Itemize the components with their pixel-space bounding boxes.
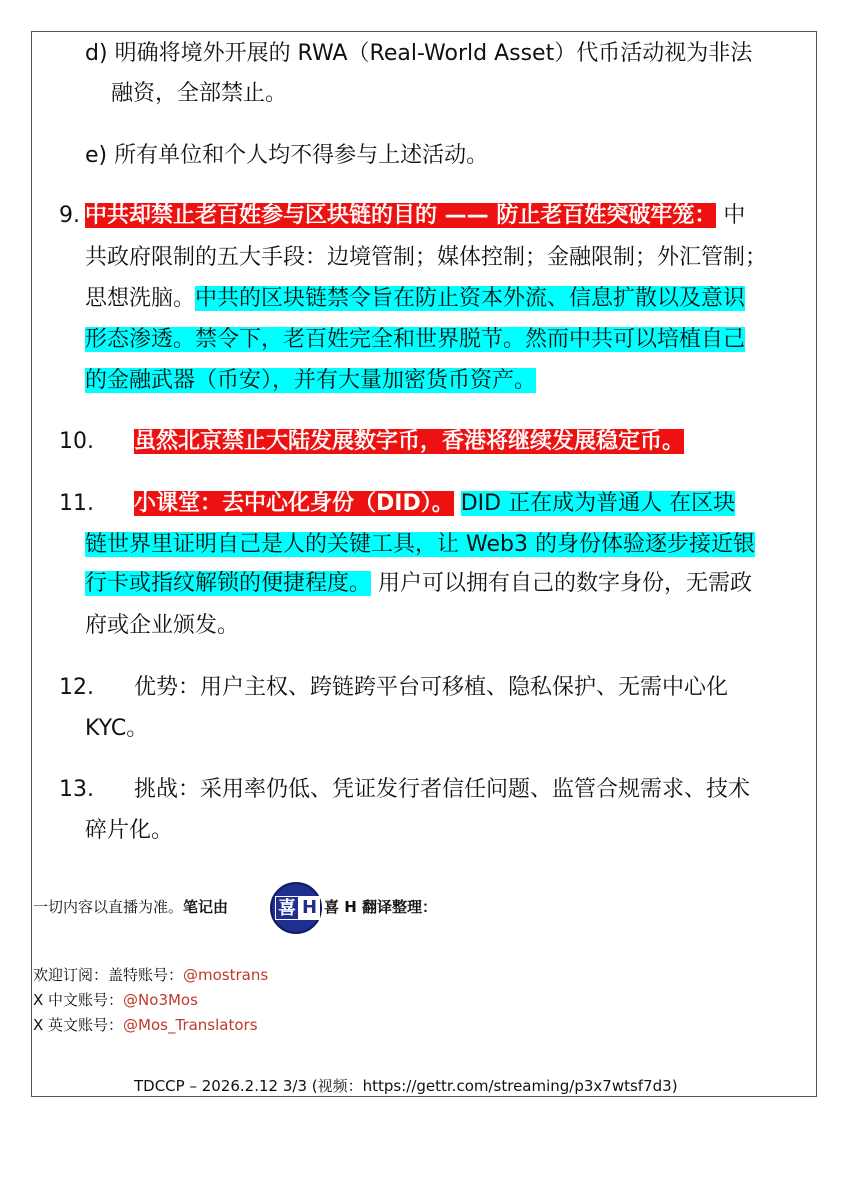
item-12-number: 12. bbox=[59, 675, 94, 700]
x-cn-label: X 中文账号： bbox=[33, 991, 124, 1009]
item-d-line2: 融资，全部禁止。 bbox=[111, 81, 288, 106]
item-9-line3-plain: 思想洗脑。 bbox=[85, 286, 196, 311]
item-10-number: 10. bbox=[59, 429, 94, 454]
page-border bbox=[31, 31, 817, 1097]
x-cn-handle-link[interactable]: @No3Mos bbox=[123, 991, 198, 1009]
item-9-heading: 中共却禁止老百姓参与区块链的目的 —— 防止老百姓突破牢笼： bbox=[85, 203, 717, 228]
x-cn-line bbox=[33, 989, 198, 1011]
x-en-line bbox=[33, 1014, 258, 1036]
item-10-text: 虽然北京禁止大陆发展数字币，香港将继续发展稳定币。 bbox=[134, 429, 685, 454]
item-11-line3-highlight: 行卡或指纹解锁的便捷程度。 bbox=[85, 571, 372, 596]
item-11-line2-highlight: 链世界里证明自己是人的关键工具，让 Web3 的身份体验逐步接近银 bbox=[85, 532, 755, 557]
logo-char-xi: 喜 bbox=[275, 896, 299, 920]
subscribe-handle-link[interactable]: @mostrans bbox=[183, 966, 269, 984]
xi-h-logo bbox=[270, 882, 322, 934]
item-9-line1-rest: 中 bbox=[723, 203, 746, 228]
item-11-line4: 府或企业颁发。 bbox=[85, 613, 240, 638]
item-11-number: 11. bbox=[59, 491, 94, 516]
item-13-number: 13. bbox=[59, 777, 94, 802]
item-e-text: 所有单位和个人均不得参与上述活动。 bbox=[114, 143, 489, 168]
item-13-line2: 碎片化。 bbox=[85, 818, 174, 843]
item-11-line1-highlight: DID 正在成为普通人 在区块 bbox=[460, 491, 736, 516]
subscribe-line bbox=[33, 964, 268, 986]
item-10-line bbox=[134, 424, 684, 460]
item-d-line1 bbox=[85, 36, 752, 72]
item-11-line1 bbox=[134, 486, 735, 522]
item-9-line3 bbox=[85, 281, 745, 317]
x-en-label: X 英文账号： bbox=[33, 1016, 124, 1034]
item-9-line5-highlight: 的金融武器（币安），并有大量加密货币资产。 bbox=[85, 368, 537, 393]
item-12-line1: 优势：用户主权、跨链跨平台可移植、隐私保护、无需中心化 bbox=[134, 675, 729, 700]
credit-line bbox=[33, 896, 228, 918]
subscribe-label: 欢迎订阅：盖特账号： bbox=[33, 966, 184, 984]
item-11-line2 bbox=[85, 527, 755, 563]
item-9-line5 bbox=[85, 363, 536, 399]
bottom-source-line: TDCCP – 2026.2.12 3/3 (视频：https://gettr.com/streaming/p3x7wtsf7d3) bbox=[134, 1077, 678, 1095]
credit-prefix: 一切内容以直播为准。 bbox=[33, 898, 184, 916]
item-12-line2: KYC。 bbox=[85, 716, 149, 741]
item-9-line4-highlight: 形态渗透。禁令下，老百姓完全和世界脱节。然而中共可以培植自己 bbox=[85, 327, 746, 352]
item-e bbox=[85, 138, 488, 174]
item-d-marker: d) bbox=[85, 41, 108, 66]
item-11-heading: 小课堂：去中心化身份（DID）。 bbox=[134, 491, 454, 516]
credit-suffix: 喜 H 翻译整理： bbox=[324, 898, 437, 916]
item-11-line3 bbox=[85, 566, 752, 602]
item-11-line3-plain: 用户可以拥有自己的数字身份，无需政 bbox=[378, 571, 753, 596]
logo-char-h: H bbox=[299, 896, 320, 920]
item-13-line1: 挑战：采用率仍低、凭证发行者信任问题、监管合规需求、技术 bbox=[134, 777, 751, 802]
credit-bold: 笔记由 bbox=[183, 898, 229, 916]
item-e-marker: e) bbox=[85, 143, 108, 168]
x-en-handle-link[interactable]: @Mos_Translators bbox=[123, 1016, 258, 1034]
item-9-line4 bbox=[85, 322, 745, 358]
item-9-line1 bbox=[85, 198, 745, 234]
item-9-number: 9. bbox=[59, 203, 80, 228]
item-9-line3-highlight: 中共的区块链禁令旨在防止资本外流、信息扩散以及意识 bbox=[195, 286, 746, 311]
item-9-line2: 共政府限制的五大手段：边境管制；媒体控制；金融限制；外汇管制； bbox=[85, 245, 768, 270]
item-d-text1: 明确将境外开展的 RWA（Real-World Asset）代币活动视为非法 bbox=[114, 41, 753, 66]
